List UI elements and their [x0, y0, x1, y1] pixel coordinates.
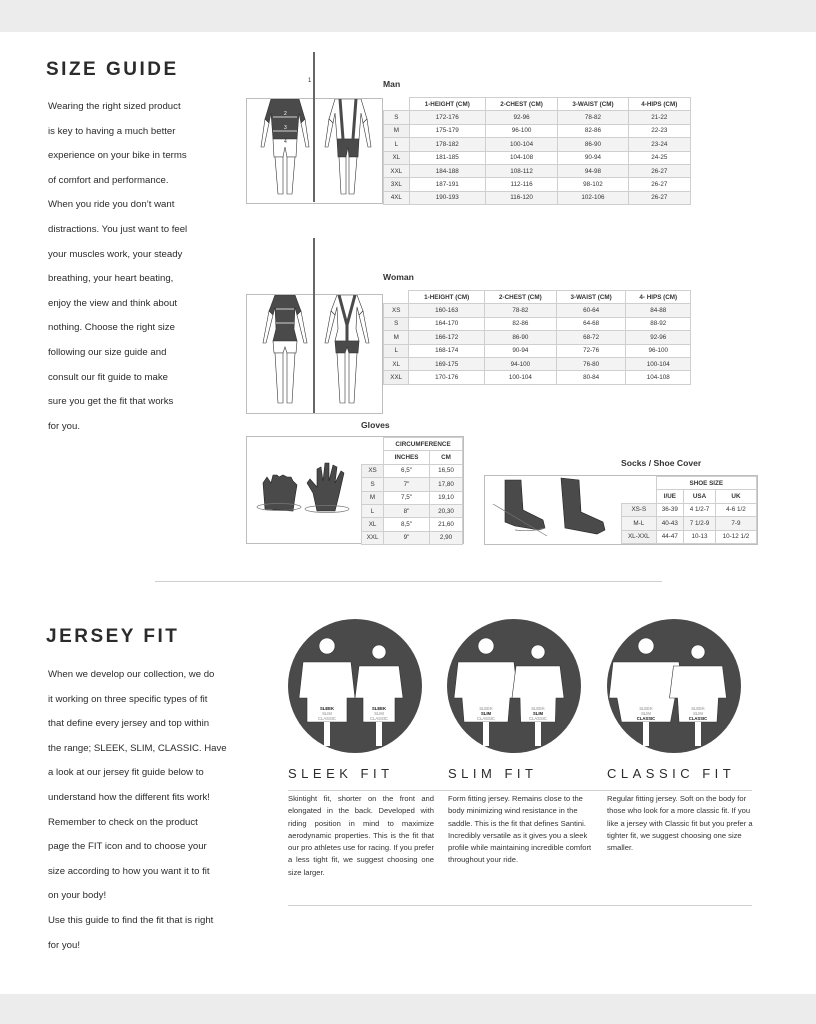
size-cell: M	[384, 124, 410, 137]
fit-illustration-1	[287, 618, 423, 754]
svg-text:CLASSIC: CLASSIC	[529, 716, 547, 721]
value-cell: 4 1/2-7	[684, 503, 716, 516]
value-cell: 60-64	[556, 304, 626, 317]
table-header-cell: 2-CHEST (CM)	[485, 98, 557, 111]
svg-text:SLIM: SLIM	[693, 711, 703, 716]
paragraph-line: Use this guide to find the fit that is right	[48, 914, 214, 926]
paragraph-line: on your body!	[48, 890, 107, 902]
size-cell: XL	[384, 357, 409, 370]
value-cell: 26-27	[628, 191, 690, 204]
paragraph-line: it working on three specific types of fit	[48, 693, 208, 705]
table-row	[384, 304, 691, 317]
table-row	[384, 124, 691, 137]
fit-bottom-divider	[288, 905, 752, 906]
paragraph-line: is key to having a much better	[48, 125, 176, 137]
height-marker-label: 1	[308, 78, 312, 84]
value-cell: 94-100	[484, 357, 556, 370]
value-cell: 78-82	[484, 304, 556, 317]
size-guide-title: SIZE GUIDE	[46, 59, 179, 80]
size-cell: M-L	[622, 517, 657, 530]
value-cell: 44-47	[656, 530, 683, 543]
value-cell: 92-96	[485, 111, 557, 124]
value-cell: 112-116	[485, 178, 557, 191]
value-cell: 116-120	[485, 191, 557, 204]
value-cell: 17,80	[429, 478, 462, 491]
man-figure-box	[246, 98, 383, 204]
value-cell: 92-96	[626, 331, 691, 344]
table-row	[384, 138, 691, 151]
value-cell: 82-86	[558, 124, 628, 137]
table-header-cell: 3-WAIST (CM)	[556, 291, 626, 304]
svg-text:SLEEK: SLEEK	[372, 706, 386, 711]
paragraph-line: a look at our jersey fit guide below to	[48, 767, 204, 779]
size-cell: XL-XXL	[622, 530, 657, 543]
table-row	[384, 111, 691, 124]
value-cell: 108-112	[485, 164, 557, 177]
size-cell: 4XL	[384, 191, 410, 204]
table-row	[362, 531, 463, 544]
size-cell: L	[384, 344, 409, 357]
size-cell: L	[384, 138, 410, 151]
fit-illustration-3	[606, 618, 742, 754]
value-cell: 168-174	[409, 344, 485, 357]
size-cell: XS	[362, 464, 384, 477]
table-header-cell: CM	[429, 451, 462, 464]
value-cell: 8,5"	[384, 518, 430, 531]
paragraph-line: consult our fit guide to make	[48, 371, 168, 383]
value-cell: 181-185	[409, 151, 485, 164]
paragraph-line: the range; SLEEK, SLIM, CLASSIC. Have	[48, 742, 227, 754]
table-header-cell: 2-CHEST (CM)	[484, 291, 556, 304]
paragraph-line: understand how the different fits work!	[48, 791, 210, 803]
value-cell: 96-100	[485, 124, 557, 137]
paragraph-line: When you ride you don’t want	[48, 199, 175, 211]
fit-description-3: Regular fitting jersey. Soft on the body for those who look for a more classic fit. If you like a jersey with Classic fit but you prefer a tighter fit, we suggest choosing one size smaller.	[607, 794, 753, 853]
size-cell: M	[362, 491, 384, 504]
table-header-cell: 1-HEIGHT (CM)	[409, 98, 485, 111]
fit-top-divider	[288, 790, 752, 791]
socks-table-label: Socks / Shoe Cover	[621, 458, 702, 468]
value-cell: 7,5"	[384, 491, 430, 504]
value-cell: 86-90	[484, 331, 556, 344]
value-cell: 100-104	[485, 138, 557, 151]
size-cell: L	[362, 504, 384, 517]
value-cell: 104-108	[485, 151, 557, 164]
size-cell: S	[362, 478, 384, 491]
value-cell: 187-191	[409, 178, 485, 191]
value-cell: 23-24	[628, 138, 690, 151]
value-cell: 84-88	[626, 304, 691, 317]
table-header-cell: I/UE	[656, 490, 683, 503]
svg-text:CLASSIC: CLASSIC	[477, 716, 495, 721]
woman-size-table	[383, 290, 691, 385]
value-cell: 88-92	[626, 317, 691, 330]
height-measure-line-man	[313, 52, 315, 202]
table-row	[622, 530, 757, 543]
table-header-cell: USA	[684, 490, 716, 503]
value-cell: 7-9	[715, 517, 756, 530]
paragraph-line: enjoy the view and think about	[48, 297, 178, 309]
value-cell: 4-6 1/2	[715, 503, 756, 516]
paragraph-line: size according to how you want it to fit	[48, 865, 210, 877]
gloves-size-table	[361, 437, 463, 545]
svg-text:SLIM: SLIM	[641, 711, 651, 716]
svg-text:SLIM: SLIM	[480, 711, 492, 716]
value-cell: 170-176	[409, 371, 485, 384]
size-cell: XXL	[384, 371, 409, 384]
table-row	[384, 357, 691, 370]
value-cell: 184-188	[409, 164, 485, 177]
value-cell: 166-172	[409, 331, 485, 344]
value-cell: 21-22	[628, 111, 690, 124]
value-cell: 7"	[384, 478, 430, 491]
fit-illustration-2	[446, 618, 582, 754]
svg-text:CLASSIC: CLASSIC	[370, 716, 388, 721]
svg-text:SLEEK: SLEEK	[479, 706, 493, 711]
size-cell: XS	[384, 304, 409, 317]
table-header-cell	[384, 98, 410, 111]
man-size-table	[383, 97, 691, 205]
value-cell: 72-76	[556, 344, 626, 357]
svg-text:SLEEK: SLEEK	[691, 706, 705, 711]
size-cell: XXL	[362, 531, 384, 544]
value-cell: 26-27	[628, 178, 690, 191]
woman-figure-box	[246, 294, 383, 414]
woman-body-figures	[247, 295, 384, 415]
paragraph-line: your muscles work, your steady	[48, 248, 183, 260]
size-cell: M	[384, 331, 409, 344]
value-cell: 26-27	[628, 164, 690, 177]
svg-text:SLEEK: SLEEK	[320, 706, 334, 711]
svg-text:CLASSIC: CLASSIC	[688, 716, 708, 721]
svg-text:CLASSIC: CLASSIC	[318, 716, 336, 721]
paragraph-line: experience on your bike in terms	[48, 150, 187, 162]
value-cell: 172-176	[409, 111, 485, 124]
svg-text:4: 4	[284, 139, 287, 145]
value-cell: 22-23	[628, 124, 690, 137]
value-cell: 86-90	[558, 138, 628, 151]
table-row	[384, 331, 691, 344]
table-row	[362, 491, 463, 504]
value-cell: 80-84	[556, 371, 626, 384]
paragraph-line: nothing. Choose the right size	[48, 322, 175, 334]
paragraph-line: for you!	[48, 939, 80, 951]
value-cell: 104-108	[626, 371, 691, 384]
value-cell: 160-163	[409, 304, 485, 317]
value-cell: 76-80	[556, 357, 626, 370]
fit-title-3: CLASSIC FIT	[607, 766, 736, 781]
svg-text:SLIM: SLIM	[374, 711, 384, 716]
paragraph-line: breathing, your heart beating,	[48, 273, 174, 285]
fit-description-1: Skintight fit, shorter on the front and elongated in the back. Developed with riding position in mind to maximize aerodynamic properties. This is the fit that our pro athletes use for racing. If you prefer a less tight fit, we suggest choosing one size larger.	[288, 794, 434, 877]
value-cell: 19,10	[429, 491, 462, 504]
table-header-cell	[362, 451, 384, 464]
value-cell: 9"	[384, 531, 430, 544]
value-cell: 68-72	[556, 331, 626, 344]
table-row	[622, 503, 757, 516]
size-cell: 3XL	[384, 178, 410, 191]
value-cell: 94-98	[558, 164, 628, 177]
size-cell: XXL	[384, 164, 410, 177]
size-cell: S	[384, 317, 409, 330]
table-header-cell: UK	[715, 490, 756, 503]
value-cell: 96-100	[626, 344, 691, 357]
value-cell: 178-182	[409, 138, 485, 151]
value-cell: 16,50	[429, 464, 462, 477]
table-row	[384, 371, 691, 384]
man-body-figures	[247, 99, 384, 205]
paragraph-line: following our size guide and	[48, 346, 167, 358]
table-row	[384, 178, 691, 191]
svg-text:3: 3	[284, 125, 287, 131]
height-measure-line-woman	[313, 238, 315, 413]
table-row	[384, 164, 691, 177]
value-cell: 90-94	[558, 151, 628, 164]
value-cell: 102-106	[558, 191, 628, 204]
table-row	[384, 317, 691, 330]
paragraph-line: of comfort and performance.	[48, 174, 169, 186]
value-cell: 20,30	[429, 504, 462, 517]
value-cell: 98-102	[558, 178, 628, 191]
value-cell: 21,60	[429, 518, 462, 531]
paragraph-line: that define every jersey and top within	[48, 718, 210, 730]
size-cell: XL	[362, 518, 384, 531]
jersey-fit-paragraph	[48, 663, 248, 958]
value-cell: 64-68	[556, 317, 626, 330]
value-cell: 169-175	[409, 357, 485, 370]
fit-title-2: SLIM FIT	[448, 766, 538, 781]
paragraph-line: distractions. You just want to feel	[48, 223, 188, 235]
svg-text:SLIM: SLIM	[322, 711, 332, 716]
size-cell: XS-S	[622, 503, 657, 516]
value-cell: 164-170	[409, 317, 485, 330]
glove-illustrations	[247, 437, 359, 543]
sock-illustrations	[485, 476, 621, 544]
value-cell: 100-104	[626, 357, 691, 370]
value-cell: 7 1/2-9	[684, 517, 716, 530]
table-header-cell	[622, 490, 657, 503]
value-cell: 36-39	[656, 503, 683, 516]
woman-table-label: Woman	[383, 272, 414, 282]
table-header-cell: 3-WAIST (CM)	[558, 98, 628, 111]
size-guide-page	[0, 32, 816, 994]
table-header-cell: INCHES	[384, 451, 430, 464]
fit-description-2: Form fitting jersey. Remains close to the body minimizing wind resistance in the saddle. This is the fit that defines Santini. Incredibly versatile as it gives you a sleek profile while maintaining incredible comfort throughout your ride.	[448, 794, 592, 865]
man-table-label: Man	[383, 79, 401, 89]
value-cell: 10-12 1/2	[715, 530, 756, 543]
value-cell: 40-43	[656, 517, 683, 530]
table-header-cell: 4- HIPS (CM)	[626, 291, 691, 304]
paragraph-line: for you.	[48, 420, 80, 432]
paragraph-line: sure you get the fit that works	[48, 396, 174, 408]
size-cell: XL	[384, 151, 410, 164]
jersey-fit-title: JERSEY FIT	[46, 626, 180, 647]
svg-text:CLASSIC: CLASSIC	[636, 716, 656, 721]
table-header-cell	[384, 291, 409, 304]
table-row	[384, 191, 691, 204]
value-cell: 78-82	[558, 111, 628, 124]
table-row	[384, 344, 691, 357]
socks-size-table	[621, 476, 757, 544]
value-cell: 90-94	[484, 344, 556, 357]
svg-text:2: 2	[284, 111, 287, 117]
value-cell: 190-193	[409, 191, 485, 204]
table-row	[362, 518, 463, 531]
table-row	[362, 504, 463, 517]
table-row	[622, 517, 757, 530]
section-divider	[155, 581, 662, 582]
value-cell: 100-104	[484, 371, 556, 384]
svg-text:SLEEK: SLEEK	[639, 706, 653, 711]
paragraph-line: When we develop our collection, we do	[48, 669, 215, 680]
value-cell: 6,5"	[384, 464, 430, 477]
table-row	[362, 464, 463, 477]
value-cell: 24-25	[628, 151, 690, 164]
table-row	[362, 478, 463, 491]
value-cell: 2,90	[429, 531, 462, 544]
value-cell: 175-179	[409, 124, 485, 137]
fit-title-1: SLEEK FIT	[288, 766, 394, 781]
paragraph-line: Wearing the right sized product	[48, 101, 181, 112]
value-cell: 8"	[384, 504, 430, 517]
table-group-header: CIRCUMFERENCE	[384, 438, 463, 451]
table-row	[384, 151, 691, 164]
table-header-cell: 1-HEIGHT (CM)	[409, 291, 485, 304]
table-group-header: SHOE SIZE	[656, 477, 756, 490]
paragraph-line: page the FIT icon and to choose your	[48, 841, 207, 853]
gloves-table-label: Gloves	[361, 420, 390, 430]
value-cell: 82-86	[484, 317, 556, 330]
value-cell: 10-13	[684, 530, 716, 543]
size-guide-paragraph	[48, 95, 218, 439]
svg-text:SLIM: SLIM	[532, 711, 544, 716]
paragraph-line: Remember to check on the product	[48, 816, 198, 828]
table-header-cell: 4-HIPS (CM)	[628, 98, 690, 111]
svg-text:SLEEK: SLEEK	[531, 706, 545, 711]
size-cell: S	[384, 111, 410, 124]
